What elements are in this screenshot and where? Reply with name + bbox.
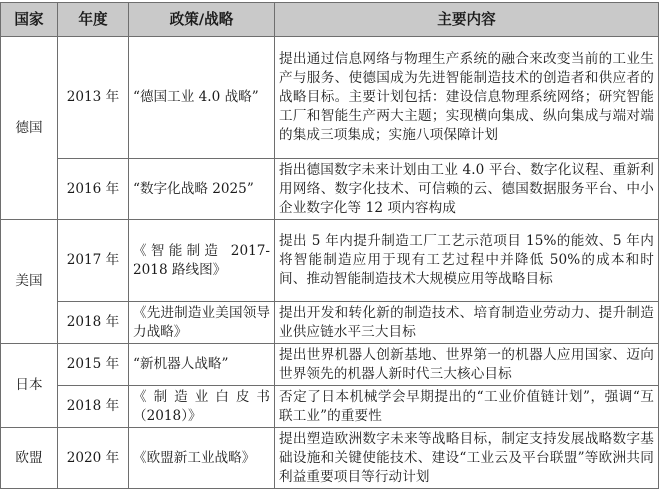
content-cell: 提出通过信息网络与物理生产系统的融合来改变当前的工业生产与服务、使德国成为先进智能制造技术的创造者和供应者的战略目标。主要计划包括：建设信息物理系统网络；研究智能工厂和智能生产两大主题；实现横向集成、纵向集成与端对端的集成三项集成；实施八项保障计划 [275, 37, 659, 159]
country-cell: 日本 [1, 344, 58, 428]
country-cell: 德国 [1, 37, 58, 220]
header-year: 年度 [58, 3, 129, 37]
strategy-cell: “数字化战略 2025” [129, 159, 275, 220]
content-cell: 否定了日本机械学会早期提出的“工业价值链计划”，强调“互联工业”的重要性 [275, 386, 659, 428]
year-cell: 2020 年 [58, 428, 129, 489]
year-cell: 2015 年 [58, 344, 129, 386]
country-cell: 美国 [1, 220, 58, 344]
strategy-cell: 《欧盟新工业战略》 [129, 428, 275, 489]
content-cell: 提出塑造欧洲数字未来等战略目标，制定支持发展战略数字基础设施和关键使能技术、建设“工业云及平台联盟”等欧洲共同利益重要项目等行动计划 [275, 428, 659, 489]
year-cell: 2018 年 [58, 302, 129, 344]
table-row [1, 386, 659, 428]
strategy-cell: “德国工业 4.0 战略” [129, 37, 275, 159]
table-row [1, 159, 659, 220]
content-cell: 提出开发和转化新的制造技术、培育制造业劳动力、提升制造业供应链水平三大目标 [275, 302, 659, 344]
country-cell: 欧盟 [1, 428, 58, 489]
content-cell: 指出德国数字未来计划由工业 4.0 平台、数字化议程、重新利用网络、数字化技术、可信赖的云、德国数据服务平台、中小企业数字化等 12 项内容构成 [275, 159, 659, 220]
year-cell: 2013 年 [58, 37, 129, 159]
table-row [1, 344, 659, 386]
table-row [1, 37, 659, 159]
strategy-cell: “新机器人战略” [129, 344, 275, 386]
policy-table [0, 2, 659, 489]
year-cell: 2016 年 [58, 159, 129, 220]
content-cell: 提出 5 年内提升制造工厂工艺示范项目 15%的能效、5 年内将智能制造应用于现有工艺过程中并降低 50%的成本和时间、推动智能制造技术大规模应用等战略目标 [275, 220, 659, 302]
content-cell: 提出世界机器人创新基地、世界第一的机器人应用国家、迈向世界领先的机器人新时代三大核心目标 [275, 344, 659, 386]
strategy-cell: 《制造业白皮书（2018）》 [129, 386, 275, 428]
year-cell: 2017 年 [58, 220, 129, 302]
year-cell: 2018 年 [58, 386, 129, 428]
table-header-row [1, 3, 659, 37]
header-country: 国家 [1, 3, 58, 37]
strategy-cell: 《先进制造业美国领导力战略》 [129, 302, 275, 344]
table-row [1, 302, 659, 344]
strategy-cell: 《智能制造 2017-2018 路线图》 [129, 220, 275, 302]
table-row [1, 220, 659, 302]
header-strategy: 政策/战略 [129, 3, 275, 37]
header-content: 主要内容 [275, 3, 659, 37]
table-row [1, 428, 659, 489]
